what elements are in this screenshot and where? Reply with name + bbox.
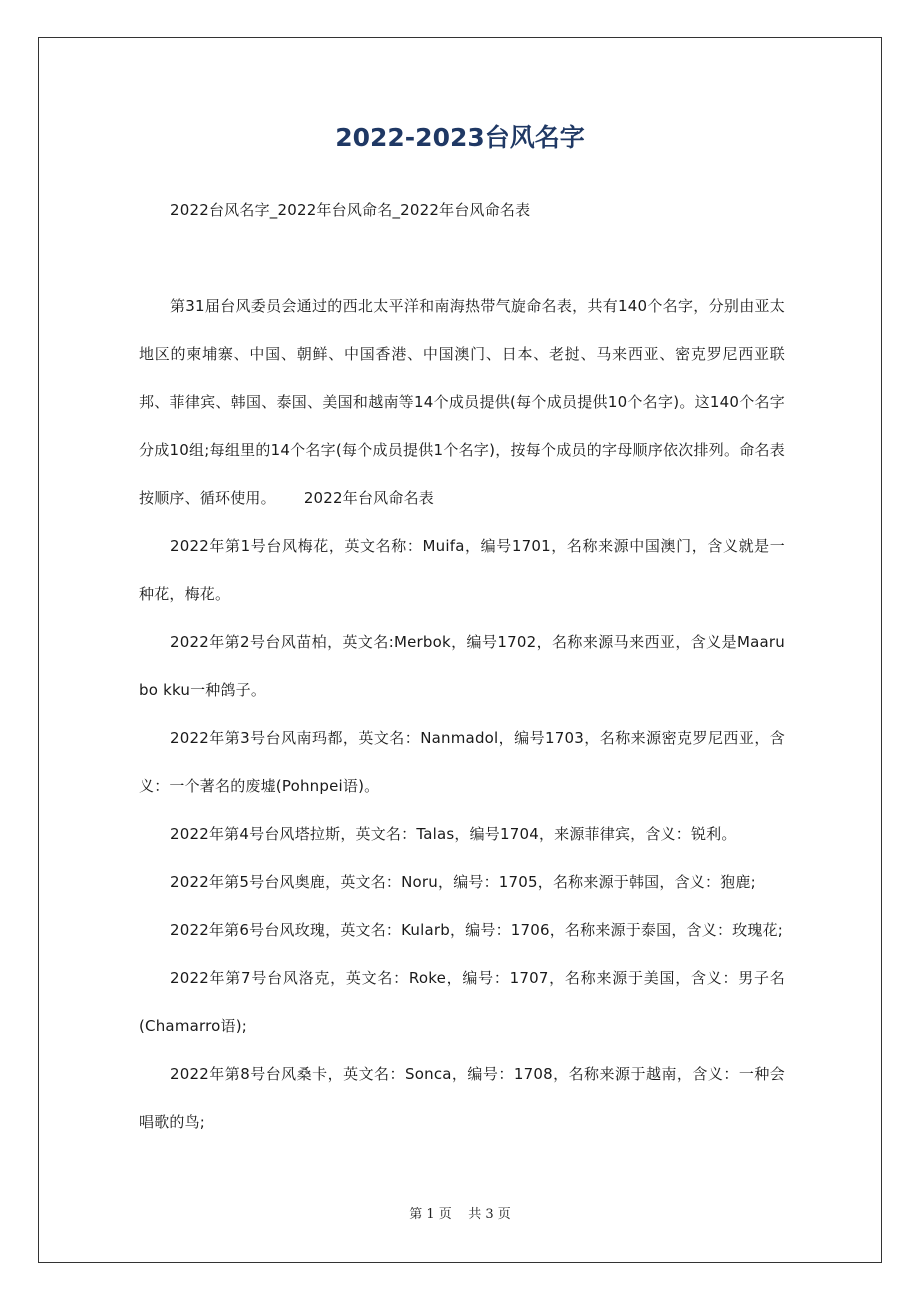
entry-paragraph: 2022年第8号台风桑卡，英文名：Sonca，编号：1708，名称来源于越南，含义：一种会唱歌的鸟; bbox=[139, 1065, 785, 1131]
entry-paragraph: 2022年第1号台风梅花，英文名称：Muifa，编号1701，名称来源中国澳门，含义就是一种花，梅花。 bbox=[139, 537, 785, 603]
intro-text: 第31届台风委员会通过的西北太平洋和南海热带气旋命名表，共有140个名字，分别由亚太地区的柬埔寨、中国、朝鲜、中国香港、中国澳门、日本、老挝、马来西亚、密克罗尼西亚联邦、菲律宾、韩国、泰国、美国和越南等14个成员提供(每个成员提供10个名字)。这140个名字分成10组;每组里的14个名字(每个成员提供1个名字)，按每个成员的字母顺序依次排列。命名表按顺序、循环使用。 bbox=[139, 297, 785, 507]
intro-heading: 2022年台风命名表 bbox=[303, 489, 434, 507]
entry-paragraph: 2022年第3号台风南玛都，英文名：Nanmadol，编号1703，名称来源密克罗尼西亚，含义：一个著名的废墟(Pohnpei语)。 bbox=[139, 729, 785, 795]
entry-paragraph: 2022年第6号台风玫瑰，英文名：Kularb，编号：1706，名称来源于泰国，含义：玫瑰花; bbox=[170, 921, 783, 939]
page-total: 共 3 页 bbox=[468, 1207, 511, 1222]
entry-paragraph: 2022年第4号台风塔拉斯，英文名：Talas，编号1704，来源菲律宾，含义：锐利。 bbox=[170, 825, 737, 843]
page-footer bbox=[38, 1204, 882, 1226]
entry-paragraph: 2022年第5号台风奥鹿，英文名：Noru，编号：1705，名称来源于韩国，含义：狍鹿; bbox=[170, 873, 756, 891]
entry-paragraph: 2022年第2号台风苗柏，英文名:Merbok，编号1702，名称来源马来西亚，含义是Maaru bo kku一种鸽子。 bbox=[139, 633, 785, 699]
subtitle: 2022台风名字_2022年台风命名_2022年台风命名表 bbox=[170, 201, 531, 219]
intro-paragraph bbox=[139, 282, 785, 522]
document-body bbox=[139, 186, 785, 1146]
page-number: 第 1 页 bbox=[409, 1207, 452, 1222]
document-title: 2022-2023台风名字 bbox=[335, 123, 585, 152]
entry-paragraph: 2022年第7号台风洛克，英文名：Roke，编号：1707，名称来源于美国，含义：男子名(Chamarro语); bbox=[139, 969, 785, 1035]
